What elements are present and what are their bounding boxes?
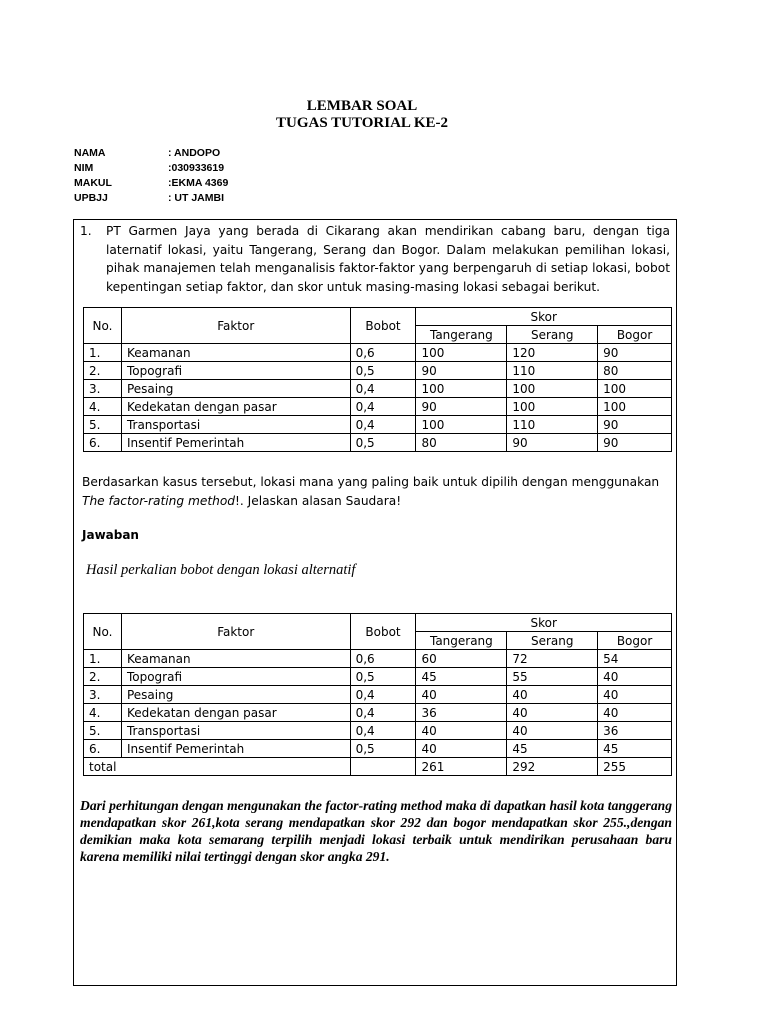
- cell-bobot: 0,4: [350, 416, 416, 434]
- info-row-nim: [74, 161, 228, 176]
- cell-tangerang: 90: [416, 362, 507, 380]
- info-label: MAKUL: [74, 177, 112, 189]
- cell-tangerang: 40: [416, 722, 507, 740]
- result-heading: Hasil perkalian bobot dengan lokasi alternatif: [86, 562, 356, 578]
- table-row: [84, 704, 672, 722]
- cell-bogor: 40: [598, 704, 672, 722]
- table-row: [84, 434, 672, 452]
- cell-bobot: 0,4: [350, 704, 416, 722]
- cell-faktor: Topografi: [121, 362, 350, 380]
- header-faktor: Faktor: [121, 308, 350, 344]
- cell-bogor: 90: [598, 344, 672, 362]
- conclusion-text: Dari perhitungan dengan mengunakan the factor-rating method maka di dapatkan hasil kota tanggerang mendapatkan skor 261,kota serang mendapatkan skor 292 dan bogor mendapatkan skor 255.,dengan demikian maka kota semarang terpilih menjadi lokasi terbaik untuk mendirikan perusahaan baru karena memiliki nilai tertinggi dengan skor angka 291.: [80, 798, 672, 864]
- cell-serang: 100: [507, 398, 598, 416]
- total-row: [84, 758, 672, 776]
- cell-no: 4.: [84, 704, 122, 722]
- total-serang: 292: [507, 758, 598, 776]
- cell-no: 1.: [84, 650, 122, 668]
- cell-bobot: 0,6: [350, 344, 416, 362]
- cell-tangerang: 100: [416, 380, 507, 398]
- cell-faktor: Kedekatan dengan pasar: [121, 704, 350, 722]
- cell-no: 1.: [84, 344, 122, 362]
- header-skor: Skor: [416, 308, 672, 326]
- table-row: [84, 398, 672, 416]
- cell-faktor: Insentif Pemerintah: [121, 434, 350, 452]
- cell-bobot: 0,4: [350, 722, 416, 740]
- cell-no: 2.: [84, 668, 122, 686]
- document-title: LEMBAR SOAL: [306, 98, 418, 114]
- document-subtitle: TUGAS TUTORIAL KE-2: [276, 115, 448, 131]
- cell-bobot: 0,4: [350, 380, 416, 398]
- table-row: [84, 668, 672, 686]
- answer-label: Jawaban: [82, 528, 139, 542]
- task-prompt: [82, 473, 672, 511]
- cell-faktor: Pesaing: [121, 686, 350, 704]
- cell-bogor: 45: [598, 740, 672, 758]
- cell-serang: 72: [507, 650, 598, 668]
- total-bobot: [350, 758, 416, 776]
- cell-bogor: 36: [598, 722, 672, 740]
- header-bogor: Bogor: [598, 632, 672, 650]
- cell-no: 4.: [84, 398, 122, 416]
- cell-no: 3.: [84, 686, 122, 704]
- cell-tangerang: 100: [416, 416, 507, 434]
- question-paragraph: [80, 222, 670, 296]
- table-row: [84, 344, 672, 362]
- cell-serang: 55: [507, 668, 598, 686]
- cell-tangerang: 40: [416, 686, 507, 704]
- cell-serang: 40: [507, 704, 598, 722]
- header-serang: Serang: [507, 632, 598, 650]
- cell-no: 5.: [84, 722, 122, 740]
- cell-no: 5.: [84, 416, 122, 434]
- cell-no: 2.: [84, 362, 122, 380]
- cell-faktor: Kedekatan dengan pasar: [121, 398, 350, 416]
- info-label: NAMA: [74, 147, 106, 159]
- cell-bogor: 54: [598, 650, 672, 668]
- info-row-makul: [74, 176, 228, 191]
- header-bogor: Bogor: [598, 326, 672, 344]
- cell-faktor: Insentif Pemerintah: [121, 740, 350, 758]
- cell-tangerang: 45: [416, 668, 507, 686]
- info-row-nama: [74, 146, 228, 161]
- cell-tangerang: 90: [416, 398, 507, 416]
- cell-serang: 110: [507, 362, 598, 380]
- cell-faktor: Keamanan: [121, 650, 350, 668]
- header-bobot: Bobot: [350, 614, 416, 650]
- table-row: [84, 362, 672, 380]
- table-row: [84, 740, 672, 758]
- cell-bobot: 0,6: [350, 650, 416, 668]
- cell-tangerang: 40: [416, 740, 507, 758]
- cell-serang: 40: [507, 686, 598, 704]
- table-row: [84, 380, 672, 398]
- cell-no: 6.: [84, 740, 122, 758]
- table-header-row: [84, 614, 672, 632]
- table-row: [84, 416, 672, 434]
- info-value: : UT JAMBI: [168, 192, 224, 204]
- cell-serang: 110: [507, 416, 598, 434]
- student-info: [74, 146, 228, 206]
- cell-tangerang: 36: [416, 704, 507, 722]
- cell-faktor: Keamanan: [121, 344, 350, 362]
- question-box: [73, 219, 677, 986]
- info-value: : ANDOPO: [168, 147, 221, 159]
- total-label: total: [84, 758, 351, 776]
- header-no: No.: [84, 308, 122, 344]
- cell-serang: 100: [507, 380, 598, 398]
- cell-serang: 40: [507, 722, 598, 740]
- cell-serang: 45: [507, 740, 598, 758]
- table-row: [84, 722, 672, 740]
- task-prompt-text: Berdasarkan kasus tersebut, lokasi mana yang paling baik untuk dipilih dengan menggunakan: [82, 475, 660, 489]
- cell-no: 3.: [84, 380, 122, 398]
- cell-faktor: Topografi: [121, 668, 350, 686]
- info-value: :EKMA 4369: [168, 177, 229, 189]
- question-number: 1.: [80, 224, 92, 238]
- cell-bogor: 90: [598, 416, 672, 434]
- cell-bobot: 0,4: [350, 686, 416, 704]
- info-value: :030933619: [168, 162, 225, 174]
- cell-bobot: 0,5: [350, 362, 416, 380]
- cell-faktor: Transportasi: [121, 416, 350, 434]
- cell-faktor: Pesaing: [121, 380, 350, 398]
- cell-bogor: 80: [598, 362, 672, 380]
- cell-bobot: 0,5: [350, 434, 416, 452]
- cell-no: 6.: [84, 434, 122, 452]
- table-row: [84, 650, 672, 668]
- cell-tangerang: 80: [416, 434, 507, 452]
- weighted-score-table: [83, 613, 672, 776]
- header-skor: Skor: [416, 614, 672, 632]
- header-serang: Serang: [507, 326, 598, 344]
- header-tangerang: Tangerang: [416, 326, 507, 344]
- cell-tangerang: 100: [416, 344, 507, 362]
- cell-bogor: 40: [598, 668, 672, 686]
- header-no: No.: [84, 614, 122, 650]
- header-tangerang: Tangerang: [416, 632, 507, 650]
- cell-serang: 90: [507, 434, 598, 452]
- cell-bogor: 90: [598, 434, 672, 452]
- task-prompt-method: The factor-rating method: [82, 494, 236, 508]
- cell-faktor: Transportasi: [121, 722, 350, 740]
- question-text: PT Garmen Jaya yang berada di Cikarang akan mendirikan cabang baru, dengan tiga laternatif lokasi, yaitu Tangerang, Serang dan Bogor. Dalam melakukan pemilihan lokasi, pihak manajemen telah menganalisis faktor-faktor yang berpengaruh di setiap lokasi, bobot kepentingan setiap faktor, dan skor untuk masing-masing lokasi sebagai berikut.: [106, 224, 670, 294]
- cell-tangerang: 60: [416, 650, 507, 668]
- total-tangerang: 261: [416, 758, 507, 776]
- info-label: NIM: [74, 162, 94, 174]
- score-table: [83, 307, 672, 452]
- table-row: [84, 686, 672, 704]
- cell-bogor: 40: [598, 686, 672, 704]
- cell-serang: 120: [507, 344, 598, 362]
- task-prompt-end: !. Jelaskan alasan Saudara!: [235, 494, 402, 508]
- header-faktor: Faktor: [121, 614, 350, 650]
- cell-bogor: 100: [598, 380, 672, 398]
- total-bogor: 255: [598, 758, 672, 776]
- table-header-row: [84, 308, 672, 326]
- cell-bobot: 0,5: [350, 740, 416, 758]
- header-bobot: Bobot: [350, 308, 416, 344]
- info-label: UPBJJ: [74, 192, 108, 204]
- cell-bobot: 0,5: [350, 668, 416, 686]
- cell-bobot: 0,4: [350, 398, 416, 416]
- cell-bogor: 100: [598, 398, 672, 416]
- info-row-upbjj: [74, 191, 228, 206]
